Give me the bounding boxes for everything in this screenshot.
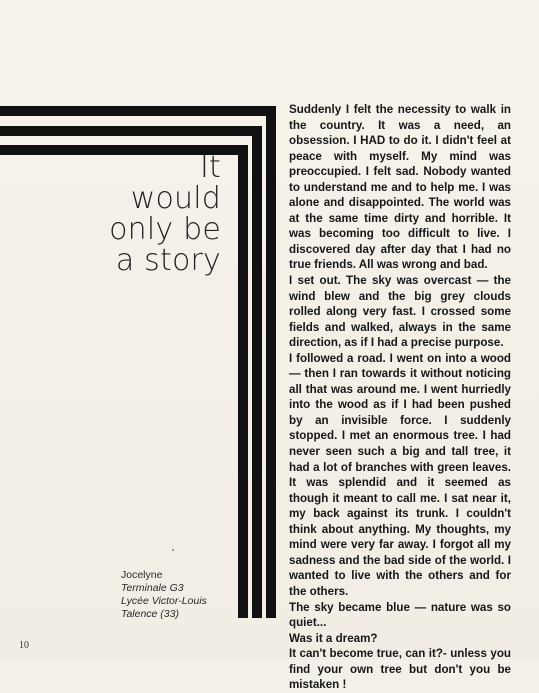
- decorative-vertical-stripe-1: [266, 106, 276, 618]
- article-title-line-1: It: [199, 150, 221, 185]
- article-title-line-4: a story: [115, 243, 221, 278]
- author-class: Terminale G3: [121, 582, 184, 594]
- author-name: Jocelyne: [121, 569, 163, 581]
- author-city: Talence (33): [121, 608, 179, 620]
- article-paragraph-6: It can't become true, can it?- unless you find your own tree but don't you be mistaken !: [289, 647, 511, 692]
- article-paragraph-4: The sky became blue — nature was so quiet...: [289, 600, 511, 630]
- article-paragraph-2: I set out. The sky was overcast — the wind blew and the big grey clouds rolled along very fast. I crossed some fields and walked, always in the same direction, as if I had a precise purpose.: [289, 274, 511, 350]
- decorative-horizontal-stripe-1: [0, 106, 276, 116]
- article-title-line-2: would: [130, 181, 221, 216]
- decorative-vertical-stripe-3: [238, 145, 248, 618]
- article-title-line-3: only be: [109, 212, 221, 247]
- article-paragraph-5: Was it a dream?: [289, 631, 378, 645]
- article-body: [289, 102, 511, 693]
- article-title: [11, 152, 221, 276]
- author-credit: [121, 569, 233, 621]
- article-paragraph-1: Suddenly I felt the necessity to walk in the country. It was a need, an obsession. I HAD to do it. I didn't feel at peace with myself. My mind was preoccupied. I felt sad. Nobody wanted to understand me and to help me. I was alone and disappointed. The world was at the same time dirty and horrible. It was becoming too difficult to live. I discovered day after day that I had no true friends. All was wrong and bad.: [289, 103, 511, 272]
- author-school: Lycée Victor-Louis: [121, 595, 207, 607]
- page-number: 10: [19, 640, 29, 651]
- article-paragraph-3: I followed a road. I went on into a wood — then I ran towards it without noticing all that was around me. I went hurriedly into the wood as if I had been pushed by an invisible force. I suddenly stopped. I met an enormous tree. I had never seen such a big and tall tree, it had a lot of branches with green leaves. It was splendid and it seemed as though it meant to call me. I sat near it, my back against its trunk. I couldn't think about anything. My thoughts, my mind were very far away. I forgot all my sadness and the bad side of the world. I wanted to live with the others and for the others.: [289, 351, 511, 598]
- print-speck: [172, 549, 174, 551]
- decorative-horizontal-stripe-2: [0, 126, 262, 136]
- decorative-vertical-stripe-2: [252, 126, 262, 618]
